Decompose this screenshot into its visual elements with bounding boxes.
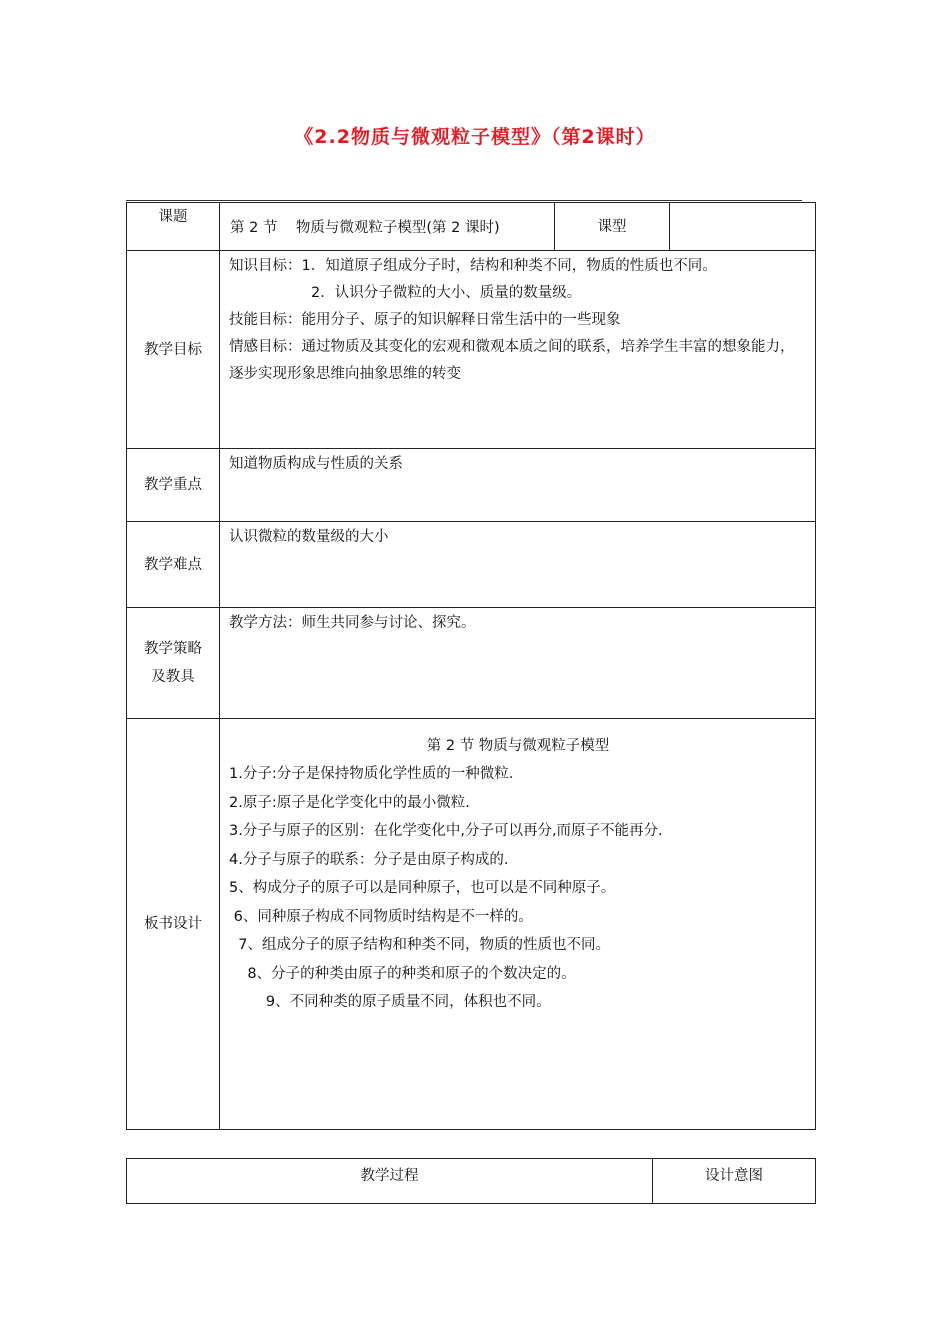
board-line-8: 8、分子的种类由原子的种类和原子的个数决定的。 xyxy=(229,965,576,982)
key-points-label: 教学重点 xyxy=(127,449,220,522)
topic-value: 第 2 节 物质与微观粒子模型(第 2 课时) xyxy=(220,203,555,251)
document-title: 《2.2物质与微观粒子模型》（第2课时） xyxy=(294,126,656,148)
top-rule xyxy=(126,200,802,201)
board-line-3: 3.分子与原子的区别：在化学变化中,分子可以再分,而原子不能再分. xyxy=(229,823,663,839)
strategy-content: 教学方法：师生共同参与讨论、探究。 xyxy=(220,608,816,719)
difficulties-row xyxy=(127,522,816,608)
design-intent-column-header: 设计意图 xyxy=(653,1159,816,1204)
strategy-label-line2: 及教具 xyxy=(151,669,195,685)
board-line-1: 1.分子:分子是保持物质化学性质的一种微粒. xyxy=(229,766,514,782)
board-line-4: 4.分子与原子的联系：分子是由原子构成的. xyxy=(229,851,509,868)
objectives-row xyxy=(127,251,816,449)
topic-label: 课题 xyxy=(127,203,220,251)
teaching-process-table xyxy=(126,1158,816,1204)
strategy-label-line1: 教学策略 xyxy=(144,641,202,657)
board-line-7: 7、组成分子的原子结构和种类不同，物质的性质也不同。 xyxy=(229,937,610,953)
board-heading: 第 2 节 物质与微观粒子模型 xyxy=(426,738,610,754)
strategy-row xyxy=(127,608,816,719)
objective-emotion: 情感目标：通过物质及其变化的宏观和微观本质之间的联系，培养学生丰富的想象能力，逐步实现形象思维向抽象思维的转变 xyxy=(229,339,795,382)
topic-row xyxy=(127,203,816,251)
board-line-5: 5、构成分子的原子可以是同种原子，也可以是不同种原子。 xyxy=(229,880,616,896)
objectives-content xyxy=(220,251,816,449)
objectives-label: 教学目标 xyxy=(127,251,220,449)
objective-skill: 技能目标：能用分子、原子的知识解释日常生活中的一些现象 xyxy=(229,312,621,328)
process-column-header: 教学过程 xyxy=(127,1159,653,1204)
strategy-label xyxy=(127,608,220,719)
key-points-content: 知道物质构成与性质的关系 xyxy=(220,449,816,522)
type-value xyxy=(670,203,816,251)
objective-knowledge-2: 2．认识分子微粒的大小、质量的数量级。 xyxy=(311,285,582,301)
process-header-row xyxy=(127,1159,816,1204)
board-row xyxy=(127,719,816,1130)
board-line-6: 6、同种原子构成不同物质时结构是不一样的。 xyxy=(229,908,533,925)
type-label: 课型 xyxy=(555,203,670,251)
board-line-2: 2.原子:原子是化学变化中的最小微粒. xyxy=(229,794,470,811)
board-label: 板书设计 xyxy=(127,719,220,1130)
objective-knowledge-1: 知识目标：1．知道原子组成分子时，结构和种类不同，物质的性质也不同。 xyxy=(229,258,717,274)
difficulties-content: 认识微粒的数量级的大小 xyxy=(220,522,816,608)
board-content xyxy=(220,719,816,1130)
board-line-9: 9、不同种类的原子质量不同，体积也不同。 xyxy=(229,994,551,1010)
lesson-plan-table xyxy=(126,202,816,1130)
difficulties-label: 教学难点 xyxy=(127,522,220,608)
key-points-row xyxy=(127,449,816,522)
